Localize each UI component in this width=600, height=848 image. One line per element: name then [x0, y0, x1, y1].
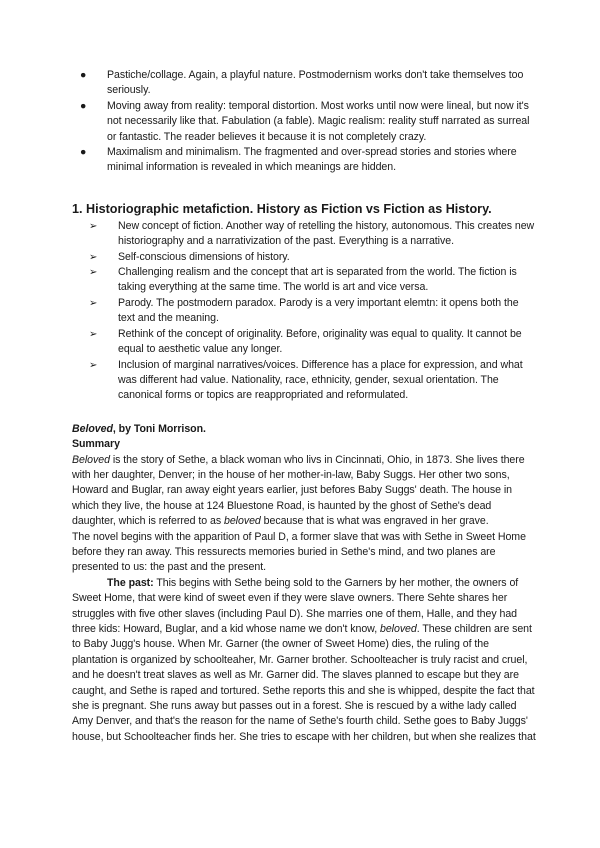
italic-title: Beloved: [72, 453, 110, 466]
book-title-italic: Beloved: [72, 422, 113, 435]
section-arrow-list: [72, 219, 536, 404]
list-item: [89, 219, 536, 250]
italic-word: beloved: [224, 515, 261, 528]
summary-paragraph-1: [72, 453, 536, 530]
list-item-text: New concept of fiction. Another way of retelling the history, autonomous. This creates new historiography and a narrativization of the past. Everything is a narrative.: [118, 219, 535, 248]
paragraph-text: because that is what was engraved in her grave.: [260, 515, 489, 528]
paragraph-text: This begins with Sethe being sold to the Garners by her mother, the owners of Sweet Home, that were kind of sweet even if they were slave owners. There Sehte shares her struggles with five other slaves (including Paul D). She marries one of them, Halle, and they had three kids: Howard, Buglar, and a kid whose name we don't know,: [72, 576, 519, 635]
list-item-text: Challenging realism and the concept that art is separated from the world. The fiction is taking everything at the same time. The world is art and vice versa.: [118, 266, 517, 294]
summary-paragraph-3: [72, 576, 536, 745]
list-item: [89, 296, 536, 327]
list-item-text: Rethink of the concept of originality. Before, originality was equal to quality. It cannot be equal to aesthetic value any longer.: [118, 327, 522, 356]
list-item: [80, 145, 536, 176]
arrow-bullet-icon: ➢: [89, 359, 98, 371]
top-bullet-list: [72, 68, 536, 176]
dot-bullet-icon: ●: [80, 146, 87, 159]
italic-word: beloved: [379, 623, 417, 635]
list-item-text: Moving away from reality: temporal distortion. Most works until now were lineal, but now it's not necessarily like that. Fabulation (a fable). Magic realism: reality stuff narrated as surreal or fantastic. The reader believes it because it is not completely crazy.: [107, 99, 530, 143]
list-item: [89, 265, 536, 296]
arrow-bullet-icon: ➢: [89, 220, 98, 232]
paragraph-text: . These children are sent to Baby Jugg's house. When Mr. Garner (the owner of Sweet Home) dies, the ruling of the plantation is organized by schoolteaher, Mr. Garner brother. Schoolteacher is truly racist and cruel, and he doesn't treat slaves as well as Mr. Garner did. The slaves planned to escape but they are caught, and Sethe is raped and tortured. Sethe reports this and she is whipped, despite the fact that she is pregnant. She runs away but passes out in a forest. She is rescued by a withe lady called Amy Denver, and that's the reason for the name of Sethe's fourth child. Sethe goes to Baby Juggs' house, but Schoolteacher finds her. She tries to escape with her children, but when she realizes that: [72, 623, 536, 743]
section-heading: 1. Historiographic metafiction. History as Fiction vs Fiction as History.: [72, 201, 492, 216]
list-item-text: Self-conscious dimensions of history.: [118, 250, 290, 263]
arrow-bullet-icon: ➢: [89, 267, 98, 279]
arrow-bullet-icon: ➢: [89, 297, 98, 309]
dot-bullet-icon: ●: [80, 69, 87, 81]
list-item: [89, 327, 536, 358]
list-item-text: Pastiche/collage. Again, a playful nature. Postmodernism works don't take themselves too seriously.: [107, 69, 524, 97]
arrow-bullet-icon: ➢: [89, 251, 98, 263]
list-item-text: Inclusion of marginal narratives/voices. Difference has a place for expression, and what was different had value. Nationality, race, ethnicity, gender, sexual orientation. The canonical forms or topics are reappropriated and reformulated.: [118, 358, 523, 402]
paragraph-label: The past:: [107, 576, 154, 589]
list-item: [89, 358, 536, 404]
list-item-text: Maximalism and minimalism. The fragmented and over-spread stories and stories where minimal information is revealed in which meanings are hidden.: [107, 146, 517, 174]
paragraph-text: is the story of Sethe, a black woman who livs in Cincinnati, Ohio, in 1873. She lives there with her daughter, Denver; in the house of her mother-in-law, Baby Suggs. Her other two sons, Howard and Buglar, ran away eight years earlier, just befores Baby Suggs' death. The house in which they live, the house at 124 Bluestone Road, is haunted by the ghost of Sethe's dead daughter, which is referred to as: [72, 453, 525, 528]
list-item-text: Parody. The postmodern paradox. Parody is a very important elemtn: it opens both the text and the meaning.: [118, 296, 519, 325]
arrow-bullet-icon: ➢: [89, 328, 98, 340]
list-item: [80, 68, 536, 99]
book-title: [72, 422, 536, 437]
summary-heading: Summary: [72, 438, 120, 451]
summary-paragraph-2: The novel begins with the apparition of Paul D, a former slave that was with Sethe in Sweet Home before they ran away. This ressurects memories buried in Sethe's mind, and two planes are presented to us: the past and the present.: [72, 530, 526, 574]
list-item: [89, 250, 536, 265]
book-author: , by Toni Morrison.: [112, 422, 206, 435]
list-item: [80, 99, 536, 145]
dot-bullet-icon: ●: [80, 99, 87, 112]
